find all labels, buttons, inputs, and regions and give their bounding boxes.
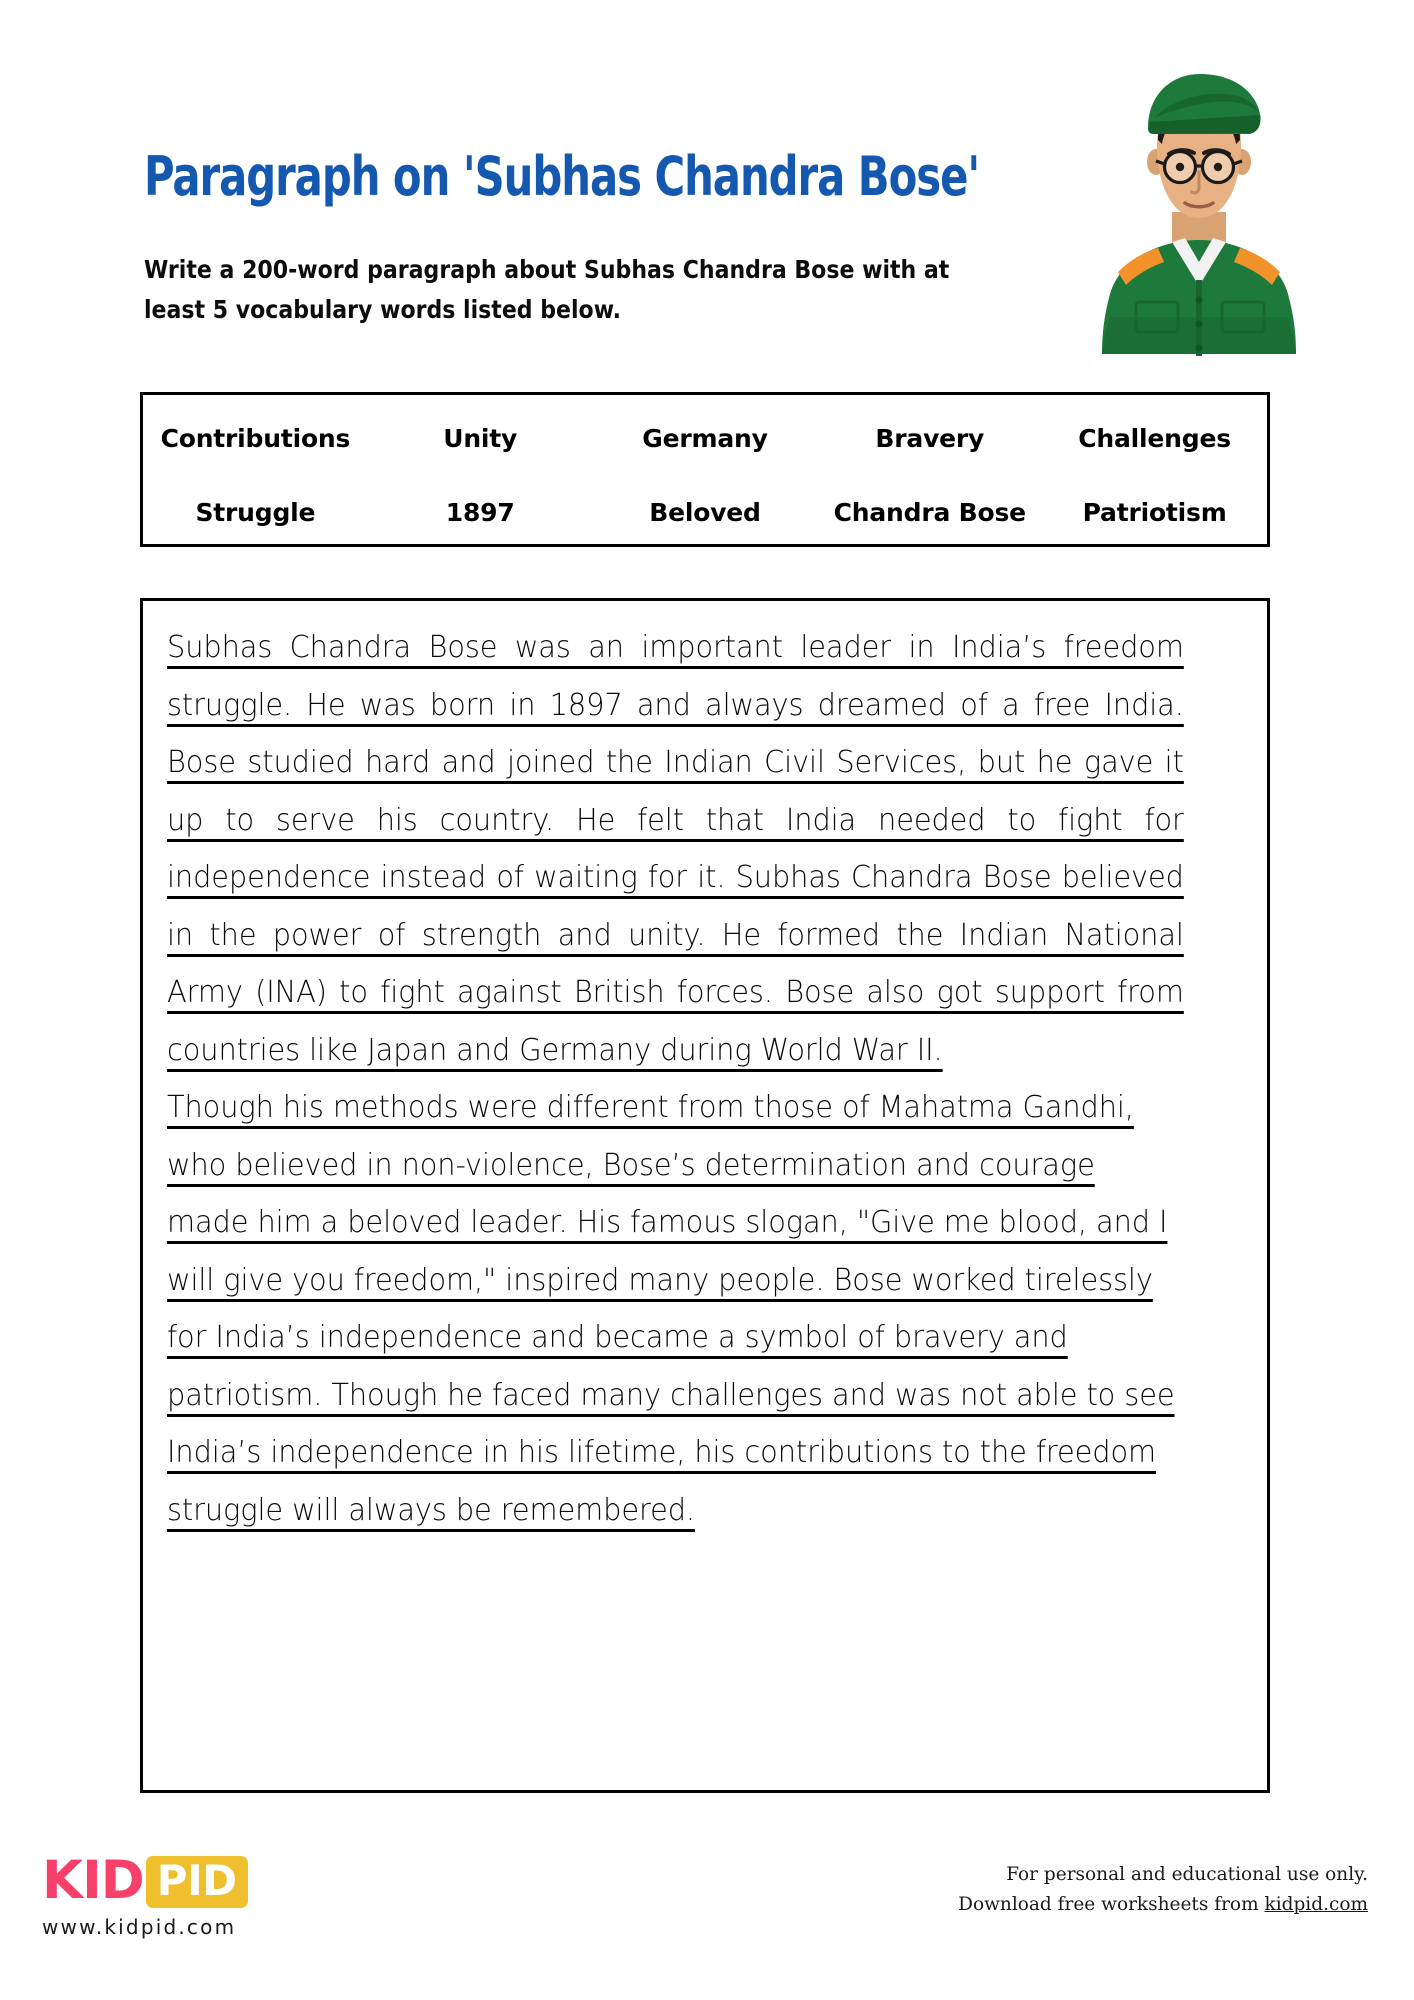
vocabulary-word: Patriotism (1082, 498, 1227, 528)
vocabulary-word: Struggle (195, 498, 316, 528)
page-instructions: Write a 200-word paragraph about Subhas Chandra Bose with at least 5 vocabulary words listed below. (144, 255, 950, 324)
vocabulary-row (143, 476, 1267, 551)
footer-note-line-2 (958, 1890, 1368, 1920)
vocabulary-word: 1897 (445, 498, 515, 528)
vocabulary-word: Challenges (1078, 423, 1231, 453)
page-title: Paragraph on 'Subhas Chandra Bose' (144, 145, 980, 208)
subhas-chandra-bose-illustration (1074, 62, 1324, 357)
vocabulary-word: Contributions (160, 423, 351, 453)
vocabulary-word: Chandra Bose (833, 498, 1026, 528)
kidpid-logo[interactable] (42, 1849, 402, 1939)
logo-pid-text: PID (146, 1856, 248, 1908)
answer-paragraph-1: Subhas Chandra Bose was an important leader in India’s freedom struggle. He was born in 1897 and always dreamed of a free India. Bose studied hard and joined the Indian Civil Services, but he gave it up to serve his country. He felt that India needed to fight for independence instead of waiting for it. Subhas Chandra Bose believed in the power of strength and unity. He formed the Indian National Army (INA) to fight against British forces. Bose also got support from countries like Japan and Germany during World War II. (167, 630, 1184, 1068)
kidpid-link[interactable]: kidpid.com (1264, 1893, 1368, 1915)
footer-note-line-2-prefix: Download free worksheets from (958, 1893, 1265, 1915)
kidpid-logo-mark (42, 1849, 402, 1911)
vocabulary-word: Beloved (649, 498, 761, 528)
answer-paragraph-2: Though his methods were different from those of Mahatma Gandhi, who believed in non-violence, Bose’s determination and courage made him a beloved leader. His famous slogan, "Give me blood, and I will give you freedom," inspired many people. Bose worked tirelessly for India’s independence and became a symbol of bravery and patriotism. Though he faced many challenges and was not able to see India’s independence in his lifetime, his contributions to the freedom struggle will always be remembered. (167, 1090, 1175, 1528)
footer-usage-note (958, 1860, 1368, 1920)
page-header (0, 0, 1414, 370)
answer-writing-area[interactable] (140, 598, 1270, 1793)
page-footer (0, 1830, 1414, 2000)
vocabulary-word: Germany (642, 423, 768, 453)
kidpid-url[interactable]: www.kidpid.com (42, 1915, 237, 1939)
footer-note-line-1: For personal and educational use only. (1006, 1864, 1368, 1885)
vocabulary-word: Unity (443, 423, 518, 453)
logo-kid-text: KID (42, 1849, 144, 1911)
vocabulary-row (143, 395, 1267, 476)
vocabulary-word: Bravery (875, 423, 985, 453)
vocabulary-word-bank (140, 392, 1270, 547)
